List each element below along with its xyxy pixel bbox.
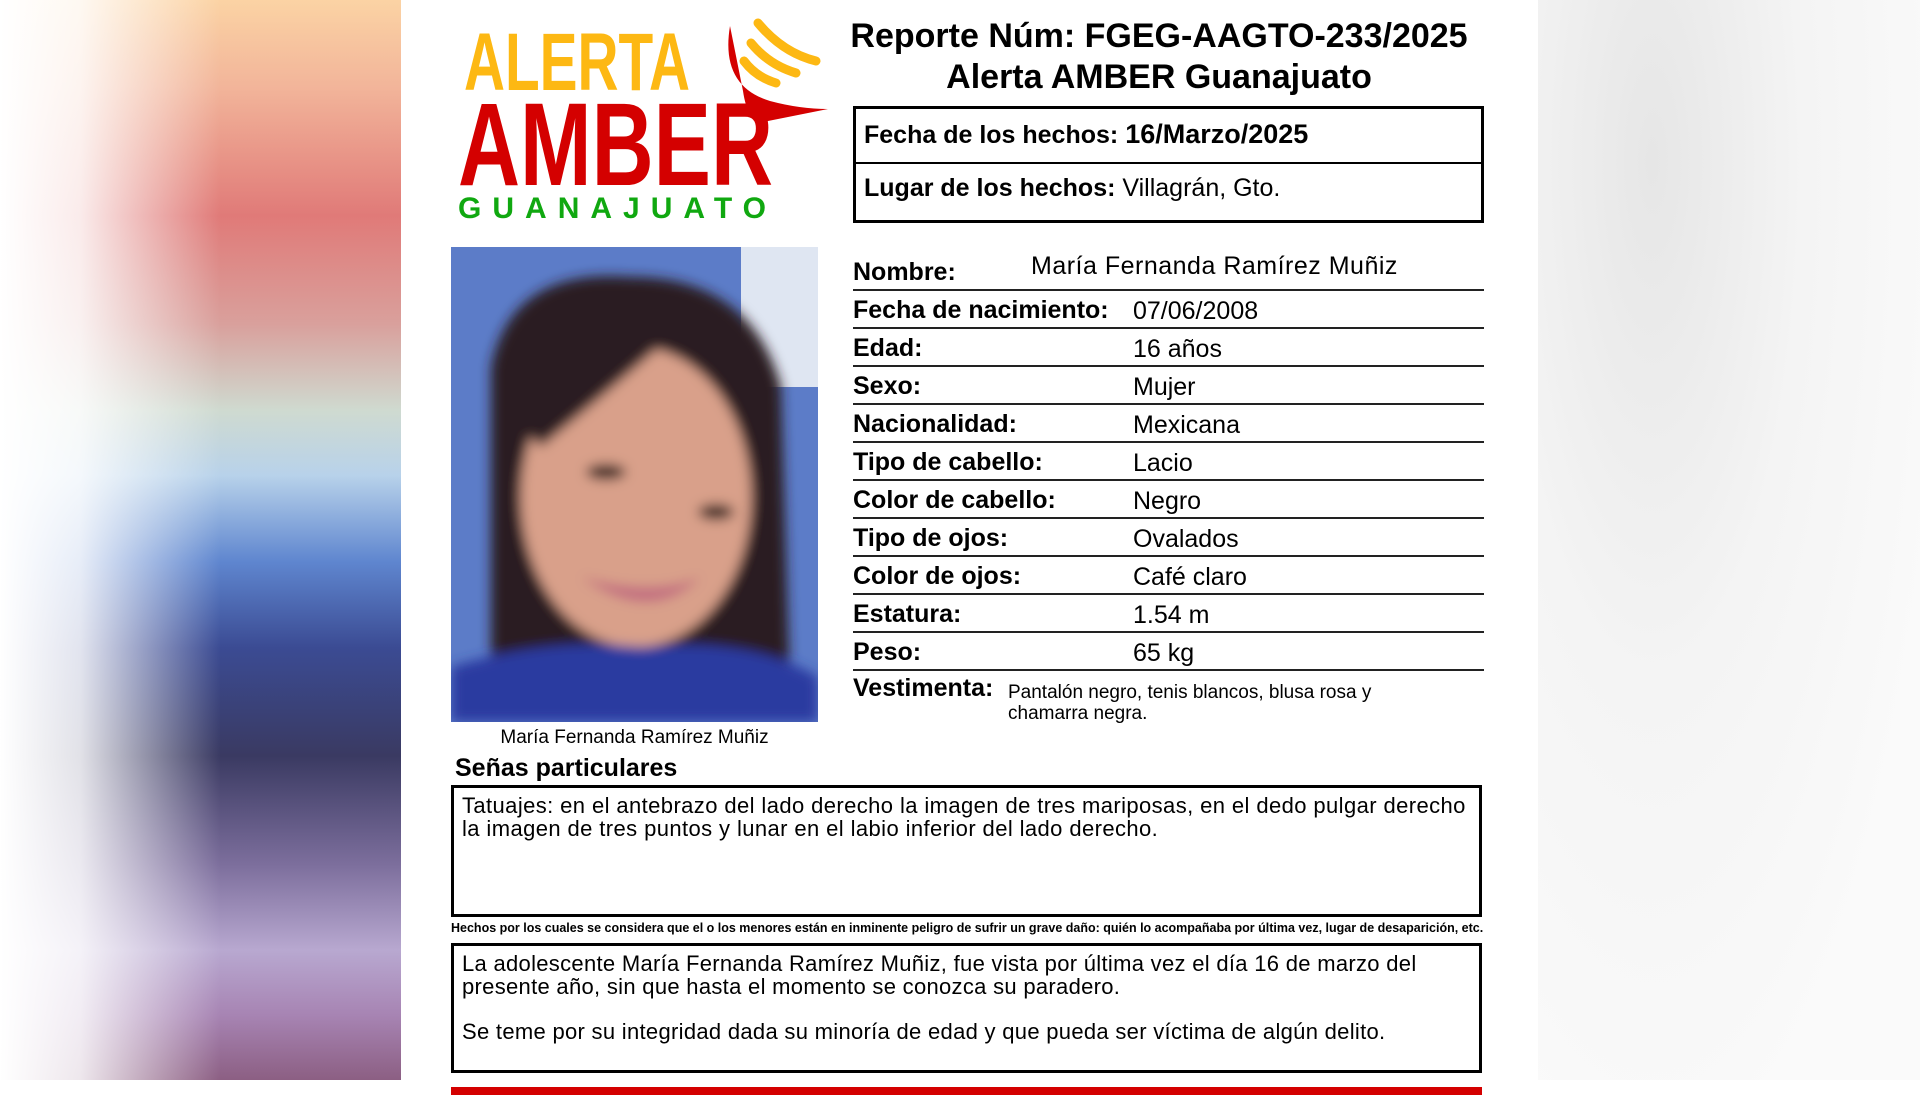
fact-date-row: Fecha de los hechos: 16/Marzo/2025 bbox=[856, 109, 1481, 164]
blurred-background-left bbox=[0, 0, 401, 1080]
person-details bbox=[853, 248, 1484, 671]
facts-box bbox=[853, 106, 1484, 223]
distinguishing-marks-label: Señas particulares bbox=[455, 754, 678, 782]
missing-person-photo bbox=[451, 247, 818, 722]
svg-text:AMBER: AMBER bbox=[458, 79, 773, 211]
field-nationality: Nacionalidad: Mexicana bbox=[853, 405, 1484, 443]
field-birthdate: Fecha de nacimiento: 07/06/2008 bbox=[853, 291, 1484, 329]
distinguishing-marks-box: Tatuajes: en el antebrazo del lado derecho la imagen de tres mariposas, en el dedo pulgar derecho la imagen de tres puntos y lunar en el labio inferior del lado derecho. bbox=[451, 785, 1482, 917]
facts-paragraph-1: La adolescente María Fernanda Ramírez Muñiz, fue vista por última vez el día 16 de marzo del presente año, sin que hasta el momento se conozca su paradero. bbox=[462, 951, 1417, 999]
field-hair-color: Color de cabello: Negro bbox=[853, 481, 1484, 519]
alerta-amber-logo bbox=[458, 18, 828, 226]
field-height: Estatura: 1.54 m bbox=[853, 595, 1484, 633]
field-hair-type: Tipo de cabello: Lacio bbox=[853, 443, 1484, 481]
field-age: Edad: 16 años bbox=[853, 329, 1484, 367]
svg-text:ALERTA: ALERTA bbox=[464, 18, 690, 108]
field-name: Nombre: María Fernanda Ramírez Muñiz bbox=[853, 248, 1484, 291]
svg-text:GUANAJUATO: GUANAJUATO bbox=[458, 192, 770, 225]
red-divider bbox=[451, 1087, 1482, 1095]
report-subtitle: Alerta AMBER Guanajuato bbox=[946, 58, 1372, 96]
field-sex: Sexo: Mujer bbox=[853, 367, 1484, 405]
field-weight: Peso: 65 kg bbox=[853, 633, 1484, 671]
blurred-background-right bbox=[1538, 0, 1920, 1080]
facts-paragraph-2: Se teme por su integridad dada su minoría de edad y que pueda ser víctima de algún delito. bbox=[462, 1019, 1386, 1044]
field-eye-type: Tipo de ojos: Ovalados bbox=[853, 519, 1484, 557]
report-title bbox=[836, 16, 1482, 98]
field-eye-color: Color de ojos: Café claro bbox=[853, 557, 1484, 595]
report-number: Reporte Núm: FGEG-AAGTO-233/2025 bbox=[850, 17, 1468, 55]
facts-description-box bbox=[451, 943, 1482, 1073]
fact-place-row: Lugar de los hechos: Villagrán, Gto. bbox=[864, 174, 1281, 202]
facts-note: Hechos por los cuales se considera que el o los menores están en inminente peligro de sufrir un grave daño: quién lo acompañaba por última vez, lugar de desaparición, etc. bbox=[451, 921, 1484, 935]
photo-caption: María Fernanda Ramírez Muñiz bbox=[500, 727, 769, 748]
